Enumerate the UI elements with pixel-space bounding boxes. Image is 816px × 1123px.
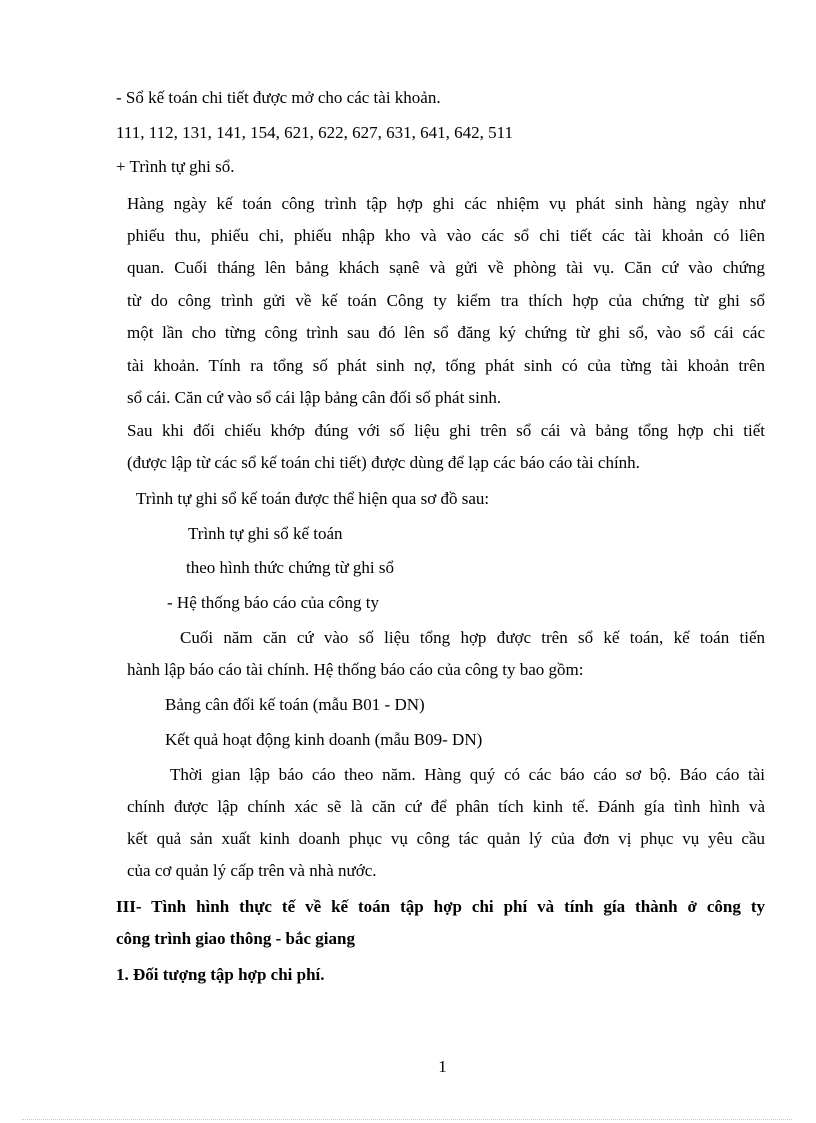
- paragraph-daily-recording-line: tài khoản. Tính ra tổng số phát sinh nợ, tổng phát sinh có của từng tài khoản trên: [127, 356, 765, 375]
- paragraph-daily-recording-line: sổ cái. Căn cứ vào sổ cái lập bảng cân đối số phát sinh.: [127, 388, 502, 407]
- subsection-heading-cost-objects: 1. Đối tượng tập hợp chi phí.: [116, 965, 325, 984]
- paragraph-daily-recording-line: một lần cho từng công trình sau đó lên sổ đăng ký chứng từ ghi sổ, vào sổ cái các: [127, 323, 765, 342]
- page-number: 1: [438, 1057, 447, 1076]
- paragraph-annual-reports-line: Cuối năm căn cứ vào số liệu tổng hợp được trên sổ kế toán, kế toán tiến: [180, 628, 765, 647]
- report-item-balance-sheet: Bảng cân đối kế toán (mẫu B01 - DN): [165, 695, 425, 714]
- paragraph-reporting-period-line: của cơ quản lý cấp trên và nhà nước.: [127, 861, 377, 880]
- diagram-intro-line: Trình tự ghi sổ kế toán được thể hiện qua sơ đồ sau:: [136, 489, 490, 508]
- list-item-detail-ledger: - Sổ kế toán chi tiết được mở cho các tài khoản.: [116, 88, 441, 107]
- paragraph-reporting-period-line: kết quả sản xuất kinh doanh phục vụ công tác quản lý của đơn vị phục vụ yêu cầu: [127, 829, 765, 848]
- paragraph-daily-recording-line: phiếu thu, phiếu chi, phiếu nhập kho và vào các sổ chi tiết các tài khoản có liên: [127, 226, 765, 245]
- paragraph-reconciliation-line: (được lập từ các sổ kế toán chi tiết) được dùng để lạp các báo cáo tài chính.: [127, 453, 640, 472]
- paragraph-reporting-period-line: chính được lập chính xác sẽ là căn cứ để phân tích kinh tế. Đánh gía tình hình và: [127, 797, 765, 816]
- account-number-list: 111, 112, 131, 141, 154, 621, 622, 627, 631, 641, 642, 511: [116, 123, 513, 142]
- section-heading-iii: III- Tình hình thực tế về kế toán tập hợp chi phí và tính gía thành ở công ty: [116, 897, 765, 916]
- section-heading-iii-continued: công trình giao thông - bắc giang: [116, 929, 355, 948]
- paragraph-daily-recording-line: từ do công trình gửi về kế toán Công ty kiểm tra thích hợp của chứng từ ghi sổ: [127, 291, 765, 310]
- paragraph-reconciliation-line: Sau khi đối chiếu khớp đúng với số liệu ghi trên sổ cái và bảng tổng hợp chi tiết: [127, 421, 765, 440]
- page-bottom-divider: [22, 1119, 792, 1120]
- section-subheading-report-system: - Hệ thống báo cáo của công ty: [167, 593, 379, 612]
- diagram-caption-line: theo hình thức chứng từ ghi sổ: [186, 558, 395, 577]
- diagram-caption-line: Trình tự ghi sổ kế toán: [188, 524, 343, 543]
- paragraph-daily-recording-line: Hàng ngày kế toán công trình tập hợp ghi các nhiệm vụ phát sinh hàng ngày như: [127, 194, 765, 213]
- paragraph-annual-reports-line: hành lập báo cáo tài chính. Hệ thống báo cáo của công ty bao gồm:: [127, 660, 584, 679]
- report-item-business-results: Kết quả hoạt động kinh doanh (mẫu B09- DN): [165, 730, 483, 749]
- paragraph-reporting-period-line: Thời gian lập báo cáo theo năm. Hàng quý có các báo cáo sơ bộ. Báo cáo tài: [170, 765, 765, 784]
- paragraph-daily-recording-line: quan. Cuối tháng lên bảng khách sạnê và gửi về phòng tài vụ. Căn cứ vào chứng: [127, 258, 765, 277]
- section-subheading-recording-order: + Trình tự ghi sổ.: [116, 157, 235, 176]
